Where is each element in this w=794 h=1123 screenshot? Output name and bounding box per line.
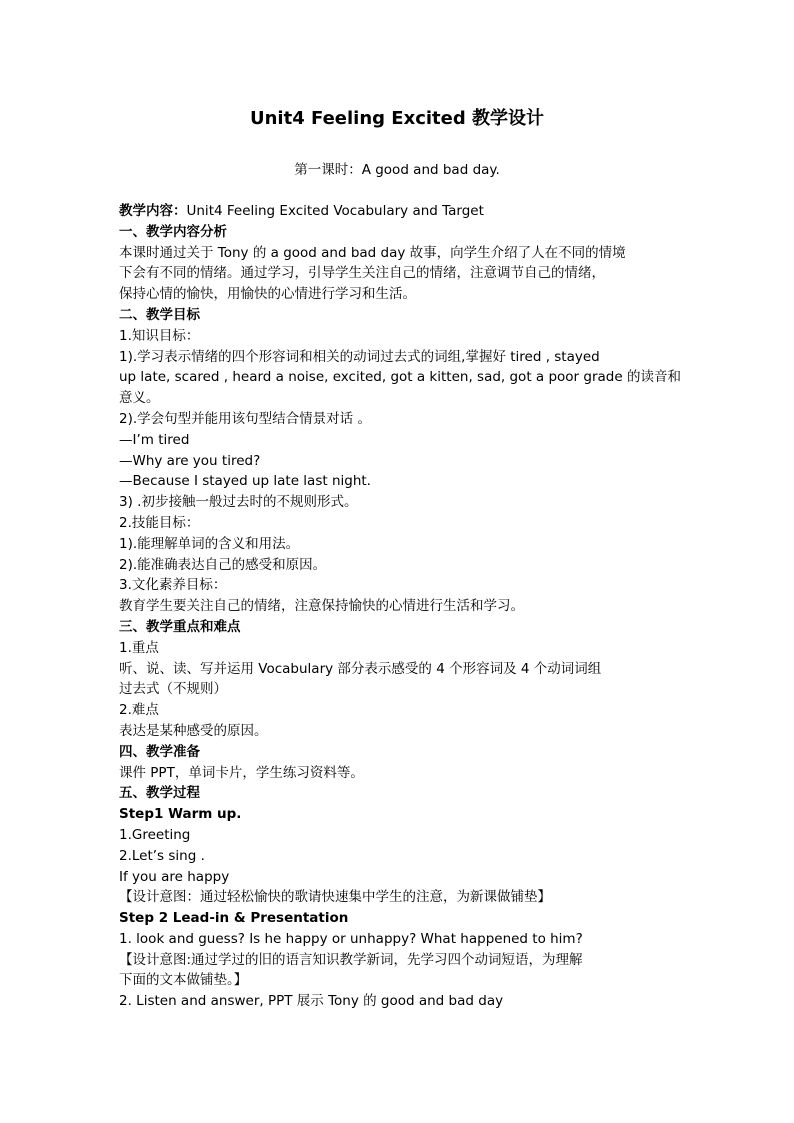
body-line: 1.Greeting [119,826,191,843]
body-line: 听、说、读、写并运用 Vocabulary 部分表示感受的 4 个形容词及 4 个动词词组 [119,660,602,677]
text-run: 教学内容： [119,203,187,219]
body-line: 1.知识目标： [119,327,200,344]
document-body [119,201,681,1012]
body-line: 3) .初步接触一般过去时的不规则形式。 [119,494,358,511]
body-line: 保持心情的愉快，用愉快的心情进行学习和生活。 [119,286,416,303]
section-heading: Step 2 Lead-in & Presentation [119,910,349,927]
section-heading: 二、教学目标 [119,306,200,323]
body-line: 3.文化素养目标： [119,577,227,594]
text-run: Unit4 Feeling Excited Vocabulary and Target [186,203,484,219]
body-line: 2.技能目标： [119,514,200,531]
lesson-subtitle: 第一课时：A good and bad day. [294,162,500,178]
body-line: —Because I stayed up late last night. [119,473,371,490]
body-line: If you are happy [119,868,230,885]
body-line: 【设计意图：通过轻松愉快的歌请快速集中学生的注意，为新课做铺垫】 [119,889,551,906]
body-line [119,201,681,222]
body-line: —I’m tired [119,431,190,448]
body-line: 下面的文本做铺垫。】 [119,972,248,989]
body-line: 2.Let’s sing . [119,847,205,864]
body-line: 1.重点 [119,639,159,656]
body-line: 表达是某种感受的原因。 [119,722,268,739]
section-heading: 三、教学重点和难点 [119,618,241,635]
section-heading: 五、教学过程 [119,785,200,802]
body-line: 2.难点 [119,702,159,719]
body-line: 2).学会句型并能用该句型结合情景对话 。 [119,410,371,427]
section-heading: Step1 Warm up. [119,806,242,823]
body-line: 1. look and guess? Is he happy or unhappy? What happened to him? [119,930,583,947]
body-line: 教育学生要关注自己的情绪，注意保持愉快的心情进行生活和学习。 [119,598,524,615]
body-line: 1).学习表示情绪的四个形容词和相关的动词过去式的词组,掌握好 tired , stayed [119,348,600,365]
body-line: —Why are you tired? [119,452,261,469]
document-title: Unit4 Feeling Excited 教学设计 [250,108,544,129]
body-line: up late, scared , heard a noise, excited, got a kitten, sad, got a poor grade 的读音和 [119,369,681,386]
body-line: 下会有不同的情绪。通过学习，引导学生关注自己的情绪，注意调节自己的情绪， [119,265,605,282]
body-line: 2).能准确表达自己的感受和原因。 [119,556,327,573]
body-line: 过去式（不规则） [119,681,227,698]
body-line: 2. Listen and answer, PPT 展示 Tony 的 good and bad day [119,993,504,1010]
body-line: 课件 PPT，单词卡片，学生练习资料等。 [119,764,364,781]
section-heading: 一、教学内容分析 [119,223,227,240]
section-heading: 四、教学准备 [119,743,200,760]
body-line: 【设计意图:通过学过的旧的语言知识教学新词，先学习四个动词短语，为理解 [119,951,583,968]
body-line: 本课时通过关于 Tony 的 a good and bad day 故事，向学生介绍了人在不同的情境 [119,244,626,261]
body-line: 1).能理解单词的含义和用法。 [119,535,300,552]
body-line: 意义。 [119,390,160,407]
